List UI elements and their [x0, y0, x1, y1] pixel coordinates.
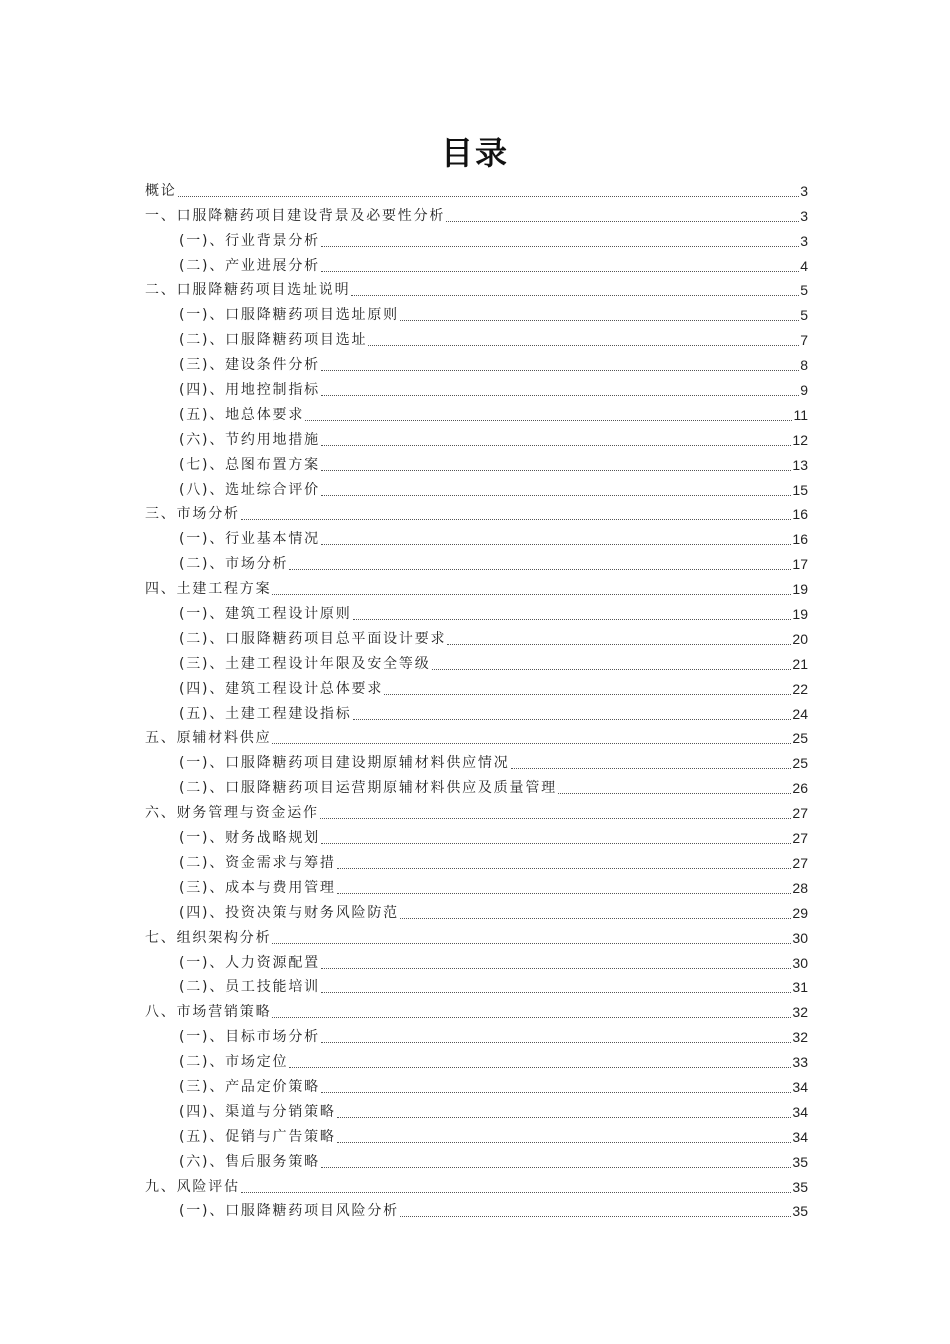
dot-leader — [320, 817, 792, 819]
dot-leader — [321, 444, 791, 446]
toc-subentry[interactable] — [145, 972, 808, 997]
toc-subentry[interactable] — [145, 673, 808, 698]
dot-leader — [289, 1066, 791, 1068]
toc-entry-text: (一)、口服降糖药项目选址原则 — [179, 307, 399, 324]
dot-leader — [321, 245, 799, 247]
toc-subentry[interactable] — [145, 648, 808, 673]
dot-leader — [321, 1041, 791, 1043]
dot-leader — [351, 294, 799, 296]
toc-subentry[interactable] — [145, 598, 808, 623]
dot-leader — [511, 767, 792, 769]
toc-page-number: 24 — [792, 705, 808, 722]
toc-subentry[interactable] — [145, 947, 808, 972]
dot-leader — [321, 270, 799, 272]
toc-subentry[interactable] — [145, 548, 808, 573]
toc-page-number: 34 — [792, 1103, 808, 1120]
toc-entry-text: (四)、渠道与分销策略 — [179, 1103, 336, 1120]
toc-page-number: 13 — [792, 456, 808, 473]
toc-subentry[interactable] — [145, 747, 808, 772]
toc-entry[interactable] — [145, 275, 808, 300]
toc-page-number: 22 — [792, 680, 808, 697]
toc-page-number: 12 — [792, 431, 808, 448]
toc-page-number: 3 — [800, 207, 808, 224]
dot-leader — [272, 593, 791, 595]
dot-leader — [353, 718, 792, 720]
toc-page-number: 8 — [800, 357, 808, 374]
toc-subentry[interactable] — [145, 1121, 808, 1146]
dot-leader — [305, 419, 792, 421]
toc-subentry[interactable] — [145, 623, 808, 648]
toc-page-number: 16 — [792, 531, 808, 548]
dot-leader — [321, 842, 791, 844]
dot-leader — [272, 942, 791, 944]
dot-leader — [321, 967, 791, 969]
toc-entry-text: (二)、产业进展分析 — [179, 257, 320, 274]
toc-list — [145, 175, 808, 1220]
dot-leader — [400, 319, 799, 321]
toc-entry-text: (二)、员工技能培训 — [179, 979, 320, 996]
dot-leader — [321, 1166, 791, 1168]
toc-page-number: 3 — [800, 232, 808, 249]
toc-page-number: 4 — [800, 257, 808, 274]
dot-leader — [368, 344, 799, 346]
toc-page-number: 9 — [800, 382, 808, 399]
toc-entry[interactable] — [145, 499, 808, 524]
toc-entry[interactable] — [145, 922, 808, 947]
toc-page-number: 30 — [792, 929, 808, 946]
toc-entry-text: (一)、行业背景分析 — [179, 232, 320, 249]
toc-entry[interactable] — [145, 175, 808, 200]
toc-entry-text: (六)、节约用地措施 — [179, 431, 320, 448]
dot-leader — [321, 1091, 791, 1093]
toc-page-number: 28 — [792, 879, 808, 896]
toc-entry-text: (一)、口服降糖药项目风险分析 — [179, 1203, 399, 1220]
toc-entry-text: (五)、地总体要求 — [179, 406, 305, 423]
toc-entry-text: (四)、投资决策与财务风险防范 — [179, 904, 399, 921]
dot-leader — [321, 991, 791, 993]
toc-subentry[interactable] — [145, 1021, 808, 1046]
toc-page-number: 11 — [793, 406, 808, 423]
toc-page-number: 33 — [792, 1054, 808, 1071]
toc-page-number: 19 — [792, 606, 808, 623]
toc-subentry[interactable] — [145, 822, 808, 847]
toc-page-number: 35 — [792, 1203, 808, 1220]
toc-page-number: 5 — [800, 282, 808, 299]
toc-entry[interactable] — [145, 723, 808, 748]
toc-page-number: 3 — [800, 182, 808, 199]
toc-entry-text: 二、口服降糖药项目选址说明 — [145, 282, 351, 299]
toc-page-number: 34 — [792, 1078, 808, 1095]
toc-subentry[interactable] — [145, 897, 808, 922]
toc-subentry[interactable] — [145, 374, 808, 399]
toc-page-number: 21 — [792, 655, 808, 672]
toc-entry-text: 一、口服降糖药项目建设背景及必要性分析 — [145, 207, 446, 224]
dot-leader — [432, 668, 792, 670]
toc-subentry[interactable] — [145, 1046, 808, 1071]
toc-subentry[interactable] — [145, 250, 808, 275]
toc-entry-text: 概论 — [145, 182, 177, 199]
toc-entry-text: (二)、市场定位 — [179, 1054, 289, 1071]
dot-leader — [321, 543, 791, 545]
toc-page-number: 26 — [792, 780, 808, 797]
toc-entry-text: (二)、口服降糖药项目总平面设计要求 — [179, 630, 447, 647]
toc-entry-text: (二)、口服降糖药项目运营期原辅材料供应及质量管理 — [179, 780, 557, 797]
toc-subentry[interactable] — [145, 299, 808, 324]
toc-subentry[interactable] — [145, 324, 808, 349]
toc-subentry[interactable] — [145, 399, 808, 424]
toc-entry-text: (一)、目标市场分析 — [179, 1029, 320, 1046]
dot-leader — [289, 568, 791, 570]
toc-page-number: 25 — [792, 755, 808, 772]
toc-entry-text: (五)、土建工程建设指标 — [179, 705, 352, 722]
toc-subentry[interactable] — [145, 772, 808, 797]
toc-entry-text: (三)、土建工程设计年限及安全等级 — [179, 655, 431, 672]
toc-entry-text: (一)、建筑工程设计原则 — [179, 606, 352, 623]
dot-leader — [321, 394, 799, 396]
toc-entry-text: 四、土建工程方案 — [145, 581, 272, 598]
toc-page-number: 27 — [792, 830, 808, 847]
dot-leader — [272, 742, 791, 744]
toc-page-number: 20 — [792, 630, 808, 647]
dot-leader — [384, 693, 791, 695]
dot-leader — [321, 469, 791, 471]
toc-page-number: 27 — [792, 805, 808, 822]
dot-leader — [400, 1215, 791, 1217]
toc-page-number: 27 — [792, 854, 808, 871]
toc-subentry[interactable] — [145, 349, 808, 374]
toc-page-number: 5 — [800, 307, 808, 324]
dot-leader — [321, 494, 791, 496]
dot-leader — [447, 643, 791, 645]
toc-entry-text: (二)、市场分析 — [179, 556, 289, 573]
dot-leader — [241, 518, 792, 520]
toc-page-number: 31 — [792, 979, 808, 996]
toc-title: 目录 — [440, 134, 509, 172]
dot-leader — [272, 1016, 791, 1018]
toc-page-number: 19 — [792, 581, 808, 598]
toc-entry-text: (四)、建筑工程设计总体要求 — [179, 680, 384, 697]
toc-entry-text: (二)、口服降糖药项目选址 — [179, 332, 368, 349]
toc-subentry[interactable] — [145, 523, 808, 548]
toc-page-number: 32 — [792, 1004, 808, 1021]
toc-subentry[interactable] — [145, 1096, 808, 1121]
toc-entry[interactable] — [145, 1171, 808, 1196]
toc-page-number: 16 — [792, 506, 808, 523]
toc-entry-text: (三)、产品定价策略 — [179, 1078, 320, 1095]
dot-leader — [321, 369, 799, 371]
dot-leader — [337, 1141, 792, 1143]
toc-subentry[interactable] — [145, 698, 808, 723]
toc-entry-text: 三、市场分析 — [145, 506, 240, 523]
dot-leader — [558, 792, 791, 794]
toc-subentry[interactable] — [145, 1146, 808, 1171]
toc-page-number: 35 — [792, 1153, 808, 1170]
toc-entry-text: (三)、建设条件分析 — [179, 357, 320, 374]
dot-leader — [337, 1116, 792, 1118]
toc-entry-text: (三)、成本与费用管理 — [179, 879, 336, 896]
toc-entry[interactable] — [145, 797, 808, 822]
toc-entry-text: (一)、行业基本情况 — [179, 531, 320, 548]
toc-entry[interactable] — [145, 996, 808, 1021]
toc-entry[interactable] — [145, 200, 808, 225]
toc-entry-text: 八、市场营销策略 — [145, 1004, 272, 1021]
dot-leader — [400, 917, 791, 919]
toc-entry-text: (六)、售后服务策略 — [179, 1153, 320, 1170]
dot-leader — [178, 195, 800, 197]
toc-page-number: 25 — [792, 730, 808, 747]
toc-entry-text: (二)、资金需求与筹措 — [179, 854, 336, 871]
toc-entry-text: (七)、总图布置方案 — [179, 456, 320, 473]
toc-page-number: 30 — [792, 954, 808, 971]
toc-subentry[interactable] — [145, 1196, 808, 1221]
dot-leader — [241, 1191, 792, 1193]
toc-page-number: 32 — [792, 1029, 808, 1046]
dot-leader — [353, 618, 792, 620]
toc-subentry[interactable] — [145, 872, 808, 897]
toc-page-number: 34 — [792, 1128, 808, 1145]
toc-entry-text: 九、风险评估 — [145, 1178, 240, 1195]
toc-page-number: 35 — [792, 1178, 808, 1195]
toc-subentry[interactable] — [145, 1071, 808, 1096]
dot-leader — [446, 220, 799, 222]
toc-entry-text: (一)、口服降糖药项目建设期原辅材料供应情况 — [179, 755, 510, 772]
toc-entry-text: 五、原辅材料供应 — [145, 730, 272, 747]
toc-page-number: 29 — [792, 904, 808, 921]
toc-entry-text: (五)、促销与广告策略 — [179, 1128, 336, 1145]
toc-page-number: 17 — [792, 556, 808, 573]
toc-entry-text: 七、组织架构分析 — [145, 929, 272, 946]
toc-page-number: 7 — [800, 332, 808, 349]
toc-subentry[interactable] — [145, 449, 808, 474]
toc-entry-text: (八)、选址综合评价 — [179, 481, 320, 498]
toc-entry-text: (四)、用地控制指标 — [179, 382, 320, 399]
dot-leader — [337, 867, 792, 869]
toc-entry[interactable] — [145, 573, 808, 598]
toc-subentry[interactable] — [145, 474, 808, 499]
toc-subentry[interactable] — [145, 424, 808, 449]
toc-page-number: 15 — [792, 481, 808, 498]
toc-entry-text: (一)、人力资源配置 — [179, 954, 320, 971]
toc-entry-text: 六、财务管理与资金运作 — [145, 805, 319, 822]
toc-entry-text: (一)、财务战略规划 — [179, 830, 320, 847]
dot-leader — [337, 892, 792, 894]
toc-subentry[interactable] — [145, 225, 808, 250]
toc-subentry[interactable] — [145, 847, 808, 872]
